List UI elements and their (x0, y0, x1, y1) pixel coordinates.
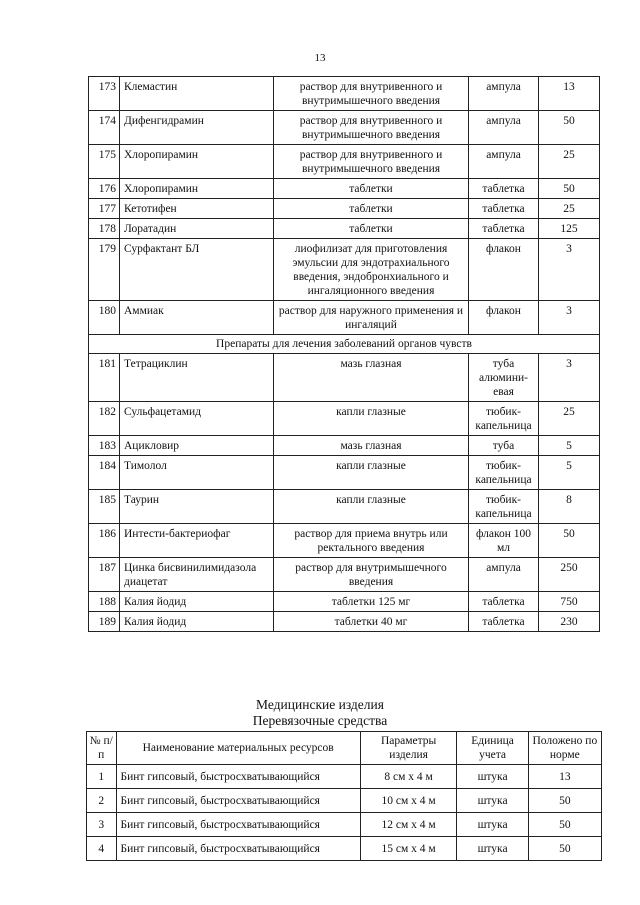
header-unit: Единица учета (457, 732, 528, 765)
norm-quantity: 50 (528, 837, 601, 861)
row-number: 180 (89, 301, 120, 335)
table-row (87, 813, 602, 837)
drug-name: Кетотифен (120, 199, 274, 219)
table-row (89, 239, 600, 301)
drug-table-bottom-body (89, 354, 600, 632)
table-row (89, 77, 600, 111)
norm-quantity: 750 (539, 592, 600, 612)
unit-of-account: штука (457, 813, 528, 837)
table-row (89, 111, 600, 145)
unit-of-account: таблетка (469, 612, 539, 632)
unit-of-account: таблетка (469, 199, 539, 219)
table-row (89, 524, 600, 558)
drug-form: раствор для внутривенного и внутримышечного введения (274, 145, 469, 179)
row-number: 184 (89, 456, 120, 490)
row-number: 185 (89, 490, 120, 524)
norm-quantity: 3 (539, 239, 600, 301)
section-header-row (89, 335, 600, 354)
unit-of-account: ампула (469, 145, 539, 179)
unit-of-account: тюбик-капельница (469, 490, 539, 524)
norm-quantity: 25 (539, 402, 600, 436)
table-row (89, 354, 600, 402)
resource-name: Бинт гипсовый, быстросхватывающийся (116, 789, 360, 813)
unit-of-account: ампула (469, 111, 539, 145)
table-row (89, 592, 600, 612)
row-number: 178 (89, 219, 120, 239)
resource-name: Бинт гипсовый, быстросхватывающийся (116, 837, 360, 861)
table-row (87, 789, 602, 813)
table-row (89, 490, 600, 524)
drug-name: Дифенгидрамин (120, 111, 274, 145)
header-num: № п/п (87, 732, 117, 765)
row-number: 176 (89, 179, 120, 199)
drug-form: раствор для внутривенного и внутримышечного введения (274, 111, 469, 145)
drug-name: Ацикловир (120, 436, 274, 456)
drug-name: Калия йодид (120, 612, 274, 632)
drug-form: раствор для внутримышечного введения (274, 558, 469, 592)
norm-quantity: 13 (528, 765, 601, 789)
norm-quantity: 25 (539, 199, 600, 219)
item-parameters: 15 см х 4 м (360, 837, 457, 861)
item-parameters: 10 см х 4 м (360, 789, 457, 813)
drug-name: Интести-бактериофаг (120, 524, 274, 558)
unit-of-account: таблетка (469, 219, 539, 239)
row-number: 188 (89, 592, 120, 612)
row-number: 179 (89, 239, 120, 301)
drug-name: Сурфактант БЛ (120, 239, 274, 301)
item-parameters: 12 см х 4 м (360, 813, 457, 837)
table-row (89, 145, 600, 179)
drug-form: таблетки 125 мг (274, 592, 469, 612)
unit-of-account: флакон 100 мл (469, 524, 539, 558)
row-number: 175 (89, 145, 120, 179)
drug-name: Аммиак (120, 301, 274, 335)
table-row (89, 301, 600, 335)
row-number: 2 (87, 789, 117, 813)
table-row (89, 199, 600, 219)
row-number: 182 (89, 402, 120, 436)
table-row (89, 612, 600, 632)
row-number: 189 (89, 612, 120, 632)
row-number: 187 (89, 558, 120, 592)
row-number: 173 (89, 77, 120, 111)
row-number: 181 (89, 354, 120, 402)
table-row (89, 219, 600, 239)
header-name: Наименование материальных ресурсов (116, 732, 360, 765)
drug-name: Лоратадин (120, 219, 274, 239)
drug-form: раствор для приема внутрь или ректального введения (274, 524, 469, 558)
norm-quantity: 5 (539, 456, 600, 490)
unit-of-account: ампула (469, 558, 539, 592)
section-subtitle: Перевязочные средства (252, 713, 388, 728)
drug-form: капли глазные (274, 490, 469, 524)
norm-quantity: 25 (539, 145, 600, 179)
row-number: 1 (87, 765, 117, 789)
unit-of-account: флакон (469, 301, 539, 335)
drug-form: мазь глазная (274, 354, 469, 402)
drug-name: Клемастин (120, 77, 274, 111)
drug-name: Цинка бисвинилимидазола диацетат (120, 558, 274, 592)
drug-name: Хлоропирамин (120, 145, 274, 179)
drug-form: таблетки (274, 199, 469, 219)
drug-form: раствор для внутривенного и внутримышечного введения (274, 77, 469, 111)
norm-quantity: 13 (539, 77, 600, 111)
page-number: 13 (314, 52, 326, 64)
drug-table-section (89, 335, 600, 354)
drug-form: лиофилизат для приготовления эмульсии для эндотрахиального введения, эндобронхиального и ингаляционного введения (274, 239, 469, 301)
drug-form: капли глазные (274, 456, 469, 490)
drug-form: капли глазные (274, 402, 469, 436)
drug-name: Хлоропирамин (120, 179, 274, 199)
unit-of-account: ампула (469, 77, 539, 111)
drug-name: Калия йодид (120, 592, 274, 612)
norm-quantity: 230 (539, 612, 600, 632)
table-row (89, 456, 600, 490)
unit-of-account: штука (457, 789, 528, 813)
norm-quantity: 8 (539, 490, 600, 524)
drug-form: таблетки (274, 179, 469, 199)
drug-table (88, 76, 600, 632)
resource-name: Бинт гипсовый, быстросхватывающийся (116, 765, 360, 789)
resource-name: Бинт гипсовый, быстросхватывающийся (116, 813, 360, 837)
norm-quantity: 125 (539, 219, 600, 239)
norm-quantity: 50 (528, 789, 601, 813)
section-header: Препараты для лечения заболеваний органов чувств (89, 335, 600, 354)
row-number: 183 (89, 436, 120, 456)
unit-of-account: тюбик-капельница (469, 402, 539, 436)
table-row (89, 402, 600, 436)
drug-form: мазь глазная (274, 436, 469, 456)
unit-of-account: таблетка (469, 592, 539, 612)
unit-of-account: флакон (469, 239, 539, 301)
norm-quantity: 3 (539, 354, 600, 402)
norm-quantity: 250 (539, 558, 600, 592)
row-number: 186 (89, 524, 120, 558)
section-title: Медицинские изделия (256, 697, 384, 712)
unit-of-account: туба алюмини-евая (469, 354, 539, 402)
norm-quantity: 50 (528, 813, 601, 837)
drug-name: Сульфацетамид (120, 402, 274, 436)
unit-of-account: штука (457, 765, 528, 789)
unit-of-account: штука (457, 837, 528, 861)
unit-of-account: тюбик-капельница (469, 456, 539, 490)
table-row (87, 765, 602, 789)
norm-quantity: 3 (539, 301, 600, 335)
supplies-table-body (87, 765, 602, 861)
drug-form: раствор для наружного применения и ингаляций (274, 301, 469, 335)
norm-quantity: 50 (539, 524, 600, 558)
unit-of-account: таблетка (469, 179, 539, 199)
norm-quantity: 5 (539, 436, 600, 456)
row-number: 177 (89, 199, 120, 219)
drug-name: Тимолол (120, 456, 274, 490)
table-row (89, 179, 600, 199)
drug-form: таблетки 40 мг (274, 612, 469, 632)
unit-of-account: туба (469, 436, 539, 456)
table-row (89, 436, 600, 456)
supplies-table (86, 731, 602, 861)
supplies-header-row (87, 732, 602, 765)
drug-table-top-body (89, 77, 600, 335)
row-number: 4 (87, 837, 117, 861)
norm-quantity: 50 (539, 111, 600, 145)
table-row (87, 837, 602, 861)
row-number: 174 (89, 111, 120, 145)
table-row (89, 558, 600, 592)
header-params: Параметры изделия (360, 732, 457, 765)
drug-form: таблетки (274, 219, 469, 239)
drug-name: Таурин (120, 490, 274, 524)
drug-name: Тетрациклин (120, 354, 274, 402)
norm-quantity: 50 (539, 179, 600, 199)
row-number: 3 (87, 813, 117, 837)
header-qty: Положено по норме (528, 732, 601, 765)
item-parameters: 8 см х 4 м (360, 765, 457, 789)
